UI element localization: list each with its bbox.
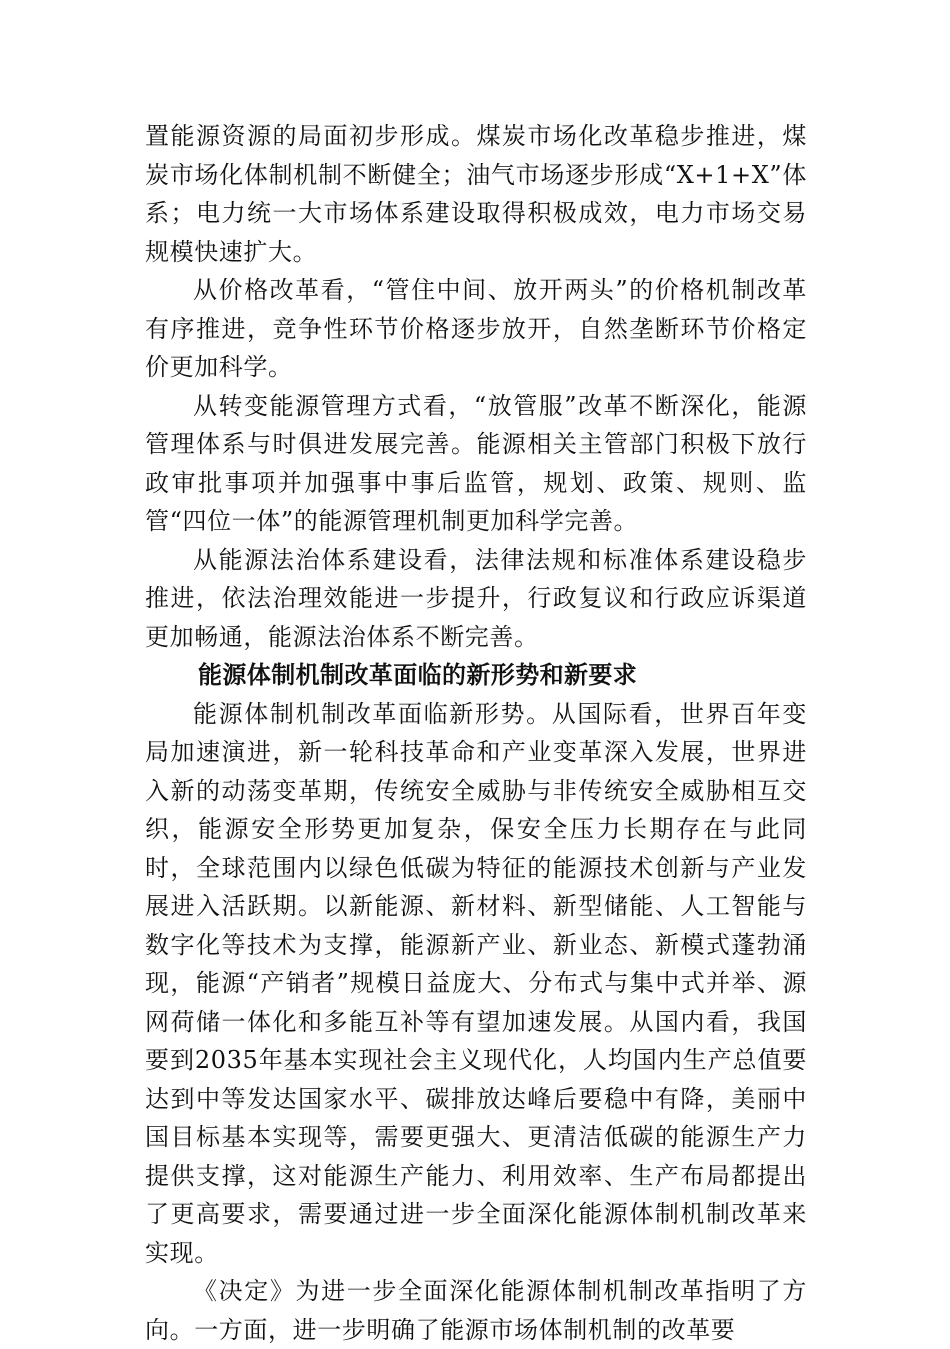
paragraph-market-reform-continued: 置能源资源的局面初步形成。煤炭市场化改革稳步推进，煤炭市场化体制机制不断健全；油气市场逐步形成“X+1+X”体系；电力统一大市场体系建设取得积极成效，电力市场交易规模快速扩大。 [145, 122, 807, 266]
paragraph-legal-system: 从能源法治体系建设看，法律法规和标准体系建设稳步推进，依法治理效能进一步提升，行政复议和行政应诉渠道更加畅通，能源法治体系不断完善。 [145, 545, 807, 651]
section-heading: 能源体制机制改革面临的新形势和新要求 [198, 661, 638, 689]
paragraph-price-reform: 从价格改革看，“管住中间、放开两头”的价格机制改革有序推进，竞争性环节价格逐步放开，自然垄断环节价格定价更加科学。 [145, 276, 807, 381]
paragraph-new-situation: 能源体制机制改革面临新形势。从国际看，世界百年变局加速演进，新一轮科技革命和产业变革深入发展，世界进入新的动荡变革期，传统安全威胁与非传统安全威胁相互交织，能源安全形势更加复杂，保安全压力长期存在与此同时，全球范围内以绿色低碳为特征的能源技术创新与产业发展进入活跃期。以新能源、新材料、新型储能、人工智能与数字化等技术为支撑，能源新产业、新业态、新模式蓬勃涌现，能源“产销者”规模日益庞大、分布式与集中式并举、源网荷储一体化和多能互补等有望加速发展。从国内看，我国要到2035年基本实现社会主义现代化，人均国内生产总值要达到中等发达国家水平、碳排放达峰后要稳中有降，美丽中国目标基本实现等，需要更强大、更清洁低碳的能源生产力提供支撑，这对能源生产能力、利用效率、生产布局都提出了更高要求，需要通过进一步全面深化能源体制机制改革来实现。 [145, 699, 807, 1267]
paragraph-decision-direction: 《决定》为进一步全面深化能源体制机制改革指明了方向。一方面，进一步明确了能源市场体制机制的改革要 [145, 1277, 807, 1344]
paragraph-management-reform: 从转变能源管理方式看，“放管服”改革不断深化，能源管理体系与时俱进发展完善。能源相关主管部门积极下放行政审批事项并加强事中事后监管，规划、政策、规则、监管“四位一体”的能源管理机制更加科学完善。 [145, 391, 807, 535]
document-page [145, 117, 807, 1349]
